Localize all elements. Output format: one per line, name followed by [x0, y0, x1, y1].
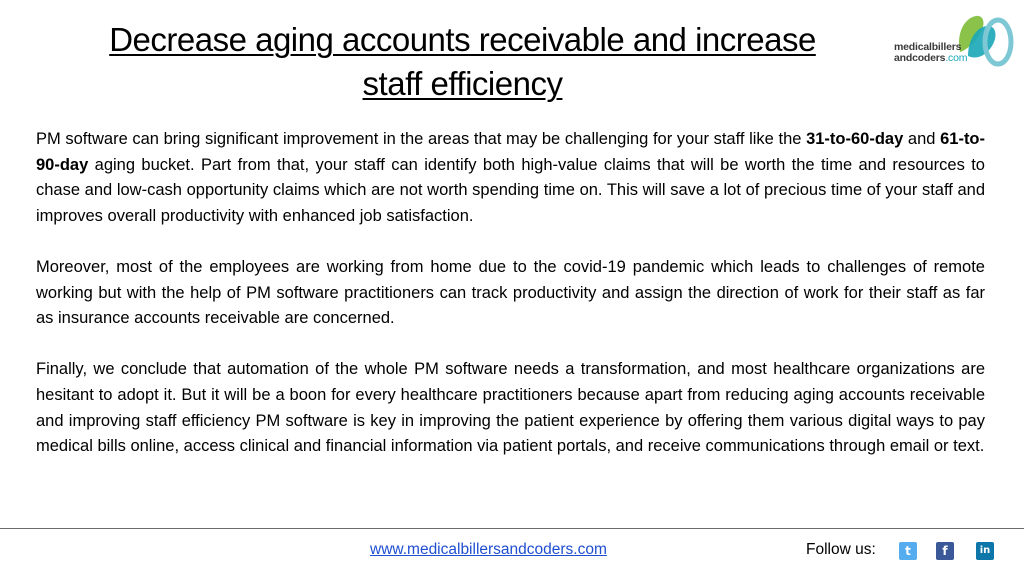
twitter-icon[interactable]: t — [899, 542, 917, 560]
logo-line-2 — [894, 53, 967, 64]
paragraph-2: Moreover, most of the employees are working from home due to the covid-19 pandemic which leads to challenges of remote working but with the help of PM software practitioners can track productivity and assign the direction of work for their staff as far as insurance accounts receivable are concerned. — [36, 257, 985, 328]
paragraph-1-part-3: aging bucket. Part from that, your staff can identify both high-value claims that will be worth the time and resources to chase and low-cash opportunity claims which are not worth spending time on. This will save a lot of precious time of your staff and improves overall productivity with enhanced job satisfaction. — [36, 155, 985, 225]
logo-line-2-suffix: .com — [945, 52, 968, 64]
paragraph-1-bold-2: 61-to-90-day — [36, 130, 986, 174]
logo-line-2-main: andcoders — [894, 52, 946, 64]
facebook-icon[interactable]: f — [936, 542, 954, 560]
footer-divider — [0, 528, 1024, 529]
follow-us-label: Follow us: — [806, 541, 876, 558]
page-title — [40, 18, 885, 106]
title-line-2: staff efficiency — [362, 65, 563, 102]
logo-line-1: medicalbillers — [894, 41, 962, 53]
logo-wordmark — [894, 42, 967, 64]
linkedin-icon[interactable]: in — [976, 542, 994, 560]
company-logo[interactable] — [894, 12, 1016, 74]
paragraph-1 — [36, 127, 985, 229]
title-line-1: Decrease aging accounts receivable and increase — [109, 21, 816, 58]
paragraph-1-part-2: and — [903, 130, 941, 148]
website-link[interactable]: www.medicalbillersandcoders.com — [370, 541, 607, 558]
paragraph-3: Finally, we conclude that automation of the whole PM software needs a transformation, and most healthcare organizations are hesitant to adopt it. But it will be a boon for every healthcare practitioners because apart from reducing aging accounts receivable and improving staff efficiency PM software is key in improving the patient experience by offering them various digital ways to pay medical bills online, access clinical and financial information via patient portals, and receive communications through email or text. — [36, 360, 985, 456]
body-content — [36, 127, 985, 485]
paragraph-1-bold-1: 31-to-60-day — [806, 130, 904, 148]
paragraph-1-part-1: PM software can bring significant improvement in the areas that may be challenging for your staff like the — [36, 130, 807, 148]
